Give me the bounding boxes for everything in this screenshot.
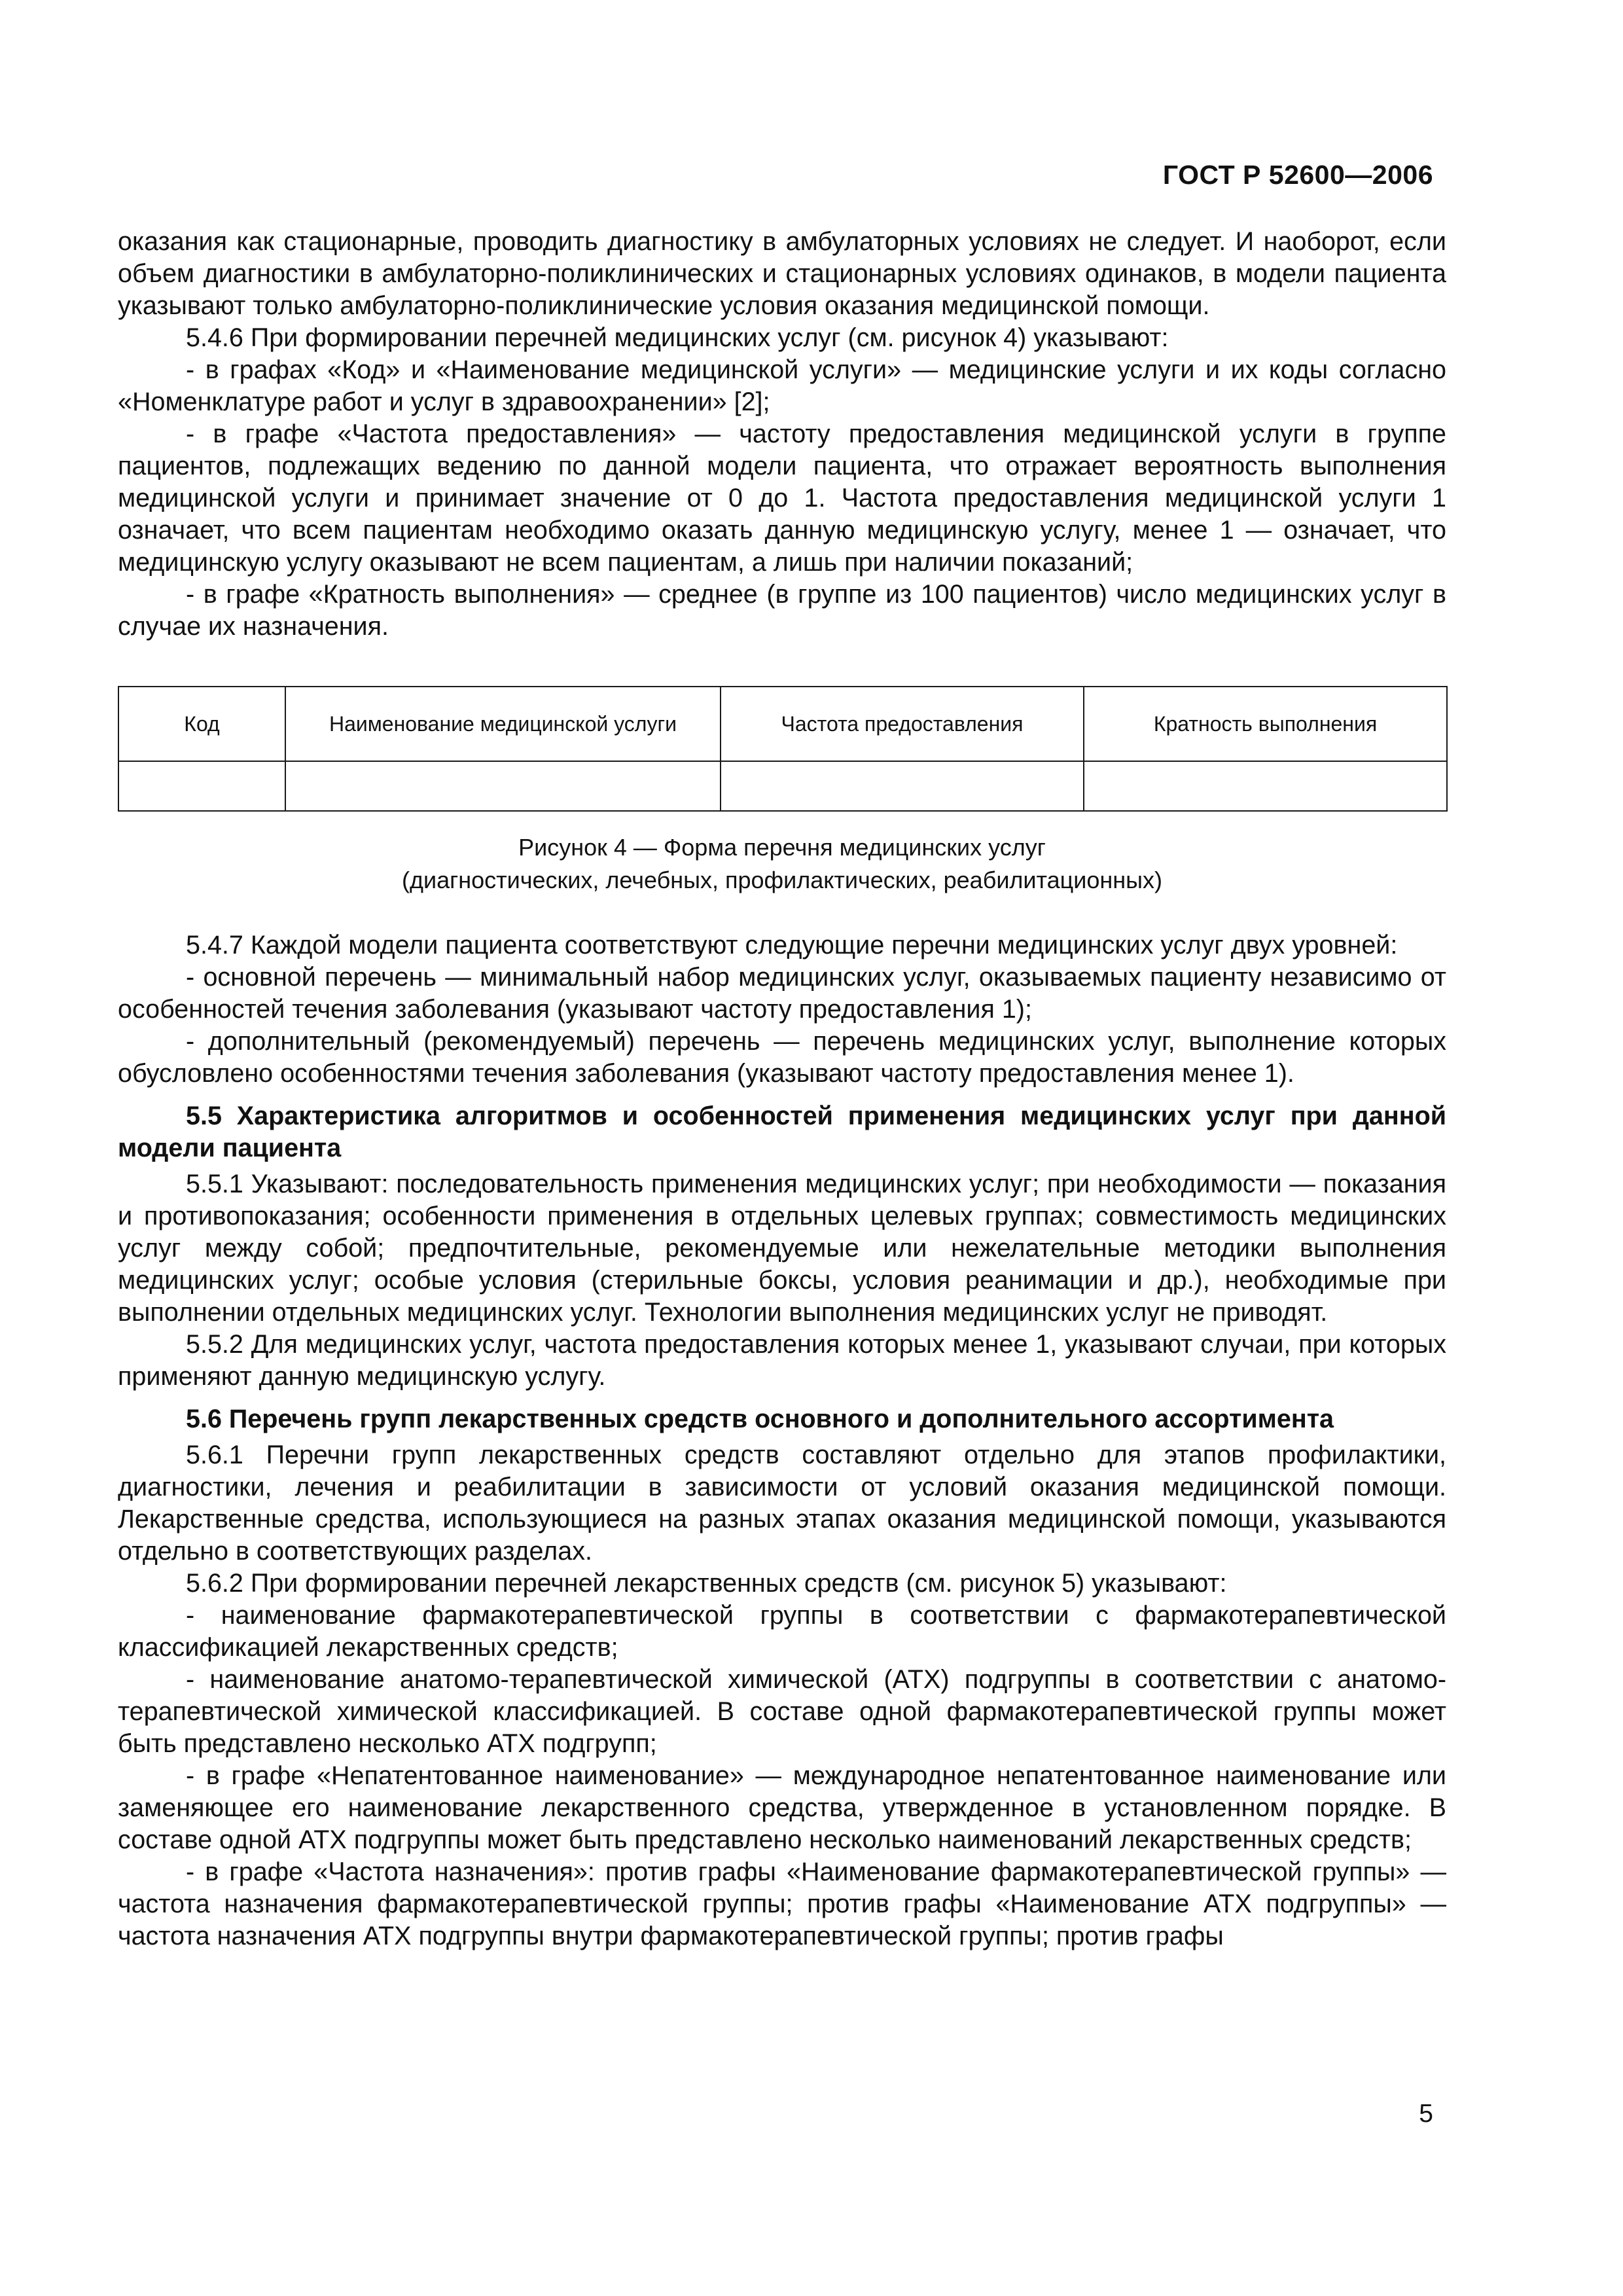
table-cell — [118, 761, 285, 811]
document-header: ГОСТ Р 52600—2006 — [1162, 160, 1433, 190]
paragraph-5-5-1: 5.5.1 Указывают: последовательность применения медицинских услуг; при необходимости — показания и противопоказания; особенности применения в отдельных целевых группах; совместимость медицинских услуг между собой; предпочтительные, рекомендуемые или нежелательные методики выполнения медицинских услуг; особые условия (стерильные боксы, условия реанимации и др.), необходимые при выполнении отдельных медицинских услуг. Технологии выполнения медицинских услуг не приводят. — [118, 1170, 1446, 1327]
list-item: - в графах «Код» и «Наименование медицинской услуги» — медицинские услуги и их коды согласно «Номенклатуре работ и услуг в здравоохранении» [2]; — [118, 355, 1446, 416]
list-item: - наименование фармакотерапевтической группы в соответствии с фармакотерапевтической классификацией лекарственных средств; — [118, 1601, 1446, 1662]
figure-4-table — [118, 686, 1448, 812]
column-header-multiplicity: Кратность выполнения — [1084, 687, 1447, 761]
page-body — [118, 226, 1446, 1952]
list-item: - основной перечень — минимальный набор медицинских услуг, оказываемых пациенту независимо от особенностей течения заболевания (указывают частоту предоставления 1); — [118, 963, 1446, 1024]
table-cell — [1084, 761, 1447, 811]
table-cell — [721, 761, 1084, 811]
paragraph-5-5-2: 5.5.2 Для медицинских услуг, частота предоставления которых менее 1, указывают случаи, при которых применяют данную медицинскую услугу. — [118, 1330, 1446, 1391]
section-heading-5-6: 5.6 Перечень групп лекарственных средств основного и дополнительного ассортимента — [186, 1405, 1334, 1433]
list-item: - наименование анатомо-терапевтической химической (АТХ) подгруппы в соответствии с анатомо-терапевтической химической классификацией. В составе одной фармакотерапевтической группы может быть представлено несколько АТХ подгрупп; — [118, 1665, 1446, 1758]
paragraph-5-6-2: 5.6.2 При формировании перечней лекарственных средств (см. рисунок 5) указывают: — [186, 1569, 1227, 1598]
table-cell — [285, 761, 721, 811]
list-item: - в графе «Частота предоставления» — частоту предоставления медицинской услуги в группе пациентов, подлежащих ведению по данной модели пациента, что отражает вероятность выполнения медицинской услуги и принимает значение от 0 до 1. Частота предоставления медицинской услуги 1 означает, что всем пациентам необходимо оказать данную медицинскую услугу, менее 1 — означает, что медицинскую услугу оказывают не всем пациентам, а лишь при наличии показаний; — [118, 420, 1446, 577]
column-header-code: Код — [118, 687, 285, 761]
paragraph-5-4-6: 5.4.6 При формировании перечней медицинских услуг (см. рисунок 4) указывают: — [186, 323, 1169, 352]
column-header-service-name: Наименование медицинской услуги — [285, 687, 721, 761]
list-item: - в графе «Частота назначения»: против графы «Наименование фармакотерапевтической группы» — частота назначения фармакотерапевтической группы; против графы «Наименование АТХ подгруппы» — частота назначения АТХ подгруппы внутри фармакотерапевтической группы; против графы — [118, 1857, 1446, 1950]
caption-line: (диагностических, лечебных, профилактических, реабилитационных) — [401, 867, 1163, 893]
section-heading-5-5: 5.5 Характеристика алгоритмов и особенностей применения медицинских услуг при данной модели пациента — [118, 1102, 1446, 1162]
figure-4-caption — [118, 831, 1446, 897]
paragraph-5-4-7: 5.4.7 Каждой модели пациента соответствуют следующие перечни медицинских услуг двух уровней: — [186, 931, 1398, 960]
list-item: - дополнительный (рекомендуемый) перечень — перечень медицинских услуг, выполнение которых обусловлено особенностями течения заболевания (указывают частоту предоставления менее 1). — [118, 1027, 1446, 1088]
paragraph-continuation: оказания как стационарные, проводить диагностику в амбулаторных условиях не следует. И наоборот, если объем диагностики в амбулаторно-поликлинических и стационарных условиях одинаков, в модели пациента указывают только амбулаторно-поликлинические условия оказания медицинской помощи. — [118, 227, 1446, 320]
caption-line: Рисунок 4 — Форма перечня медицинских услуг — [518, 834, 1046, 861]
list-item: - в графе «Кратность выполнения» — среднее (в группе из 100 пациентов) число медицинских услуг в случае их назначения. — [118, 580, 1446, 641]
list-item: - в графе «Непатентованное наименование» — международное непатентованное наименование или заменяющее его наименование лекарственного средства, утвержденное в установленном порядке. В составе одной АТХ подгруппы может быть представлено несколько наименований лекарственных средств; — [118, 1761, 1446, 1854]
table-row — [118, 761, 1447, 811]
paragraph-5-6-1: 5.6.1 Перечни групп лекарственных средств составляют отдельно для этапов профилактики, диагностики, лечения и реабилитации в зависимости от условий оказания медицинской помощи. Лекарственные средства, использующиеся на разных этапах оказания медицинской помощи, указываются отдельно в соответствующих разделах. — [118, 1441, 1446, 1566]
column-header-frequency: Частота предоставления — [721, 687, 1084, 761]
page-number: 5 — [1419, 2100, 1433, 2128]
table-header-row — [118, 687, 1447, 761]
